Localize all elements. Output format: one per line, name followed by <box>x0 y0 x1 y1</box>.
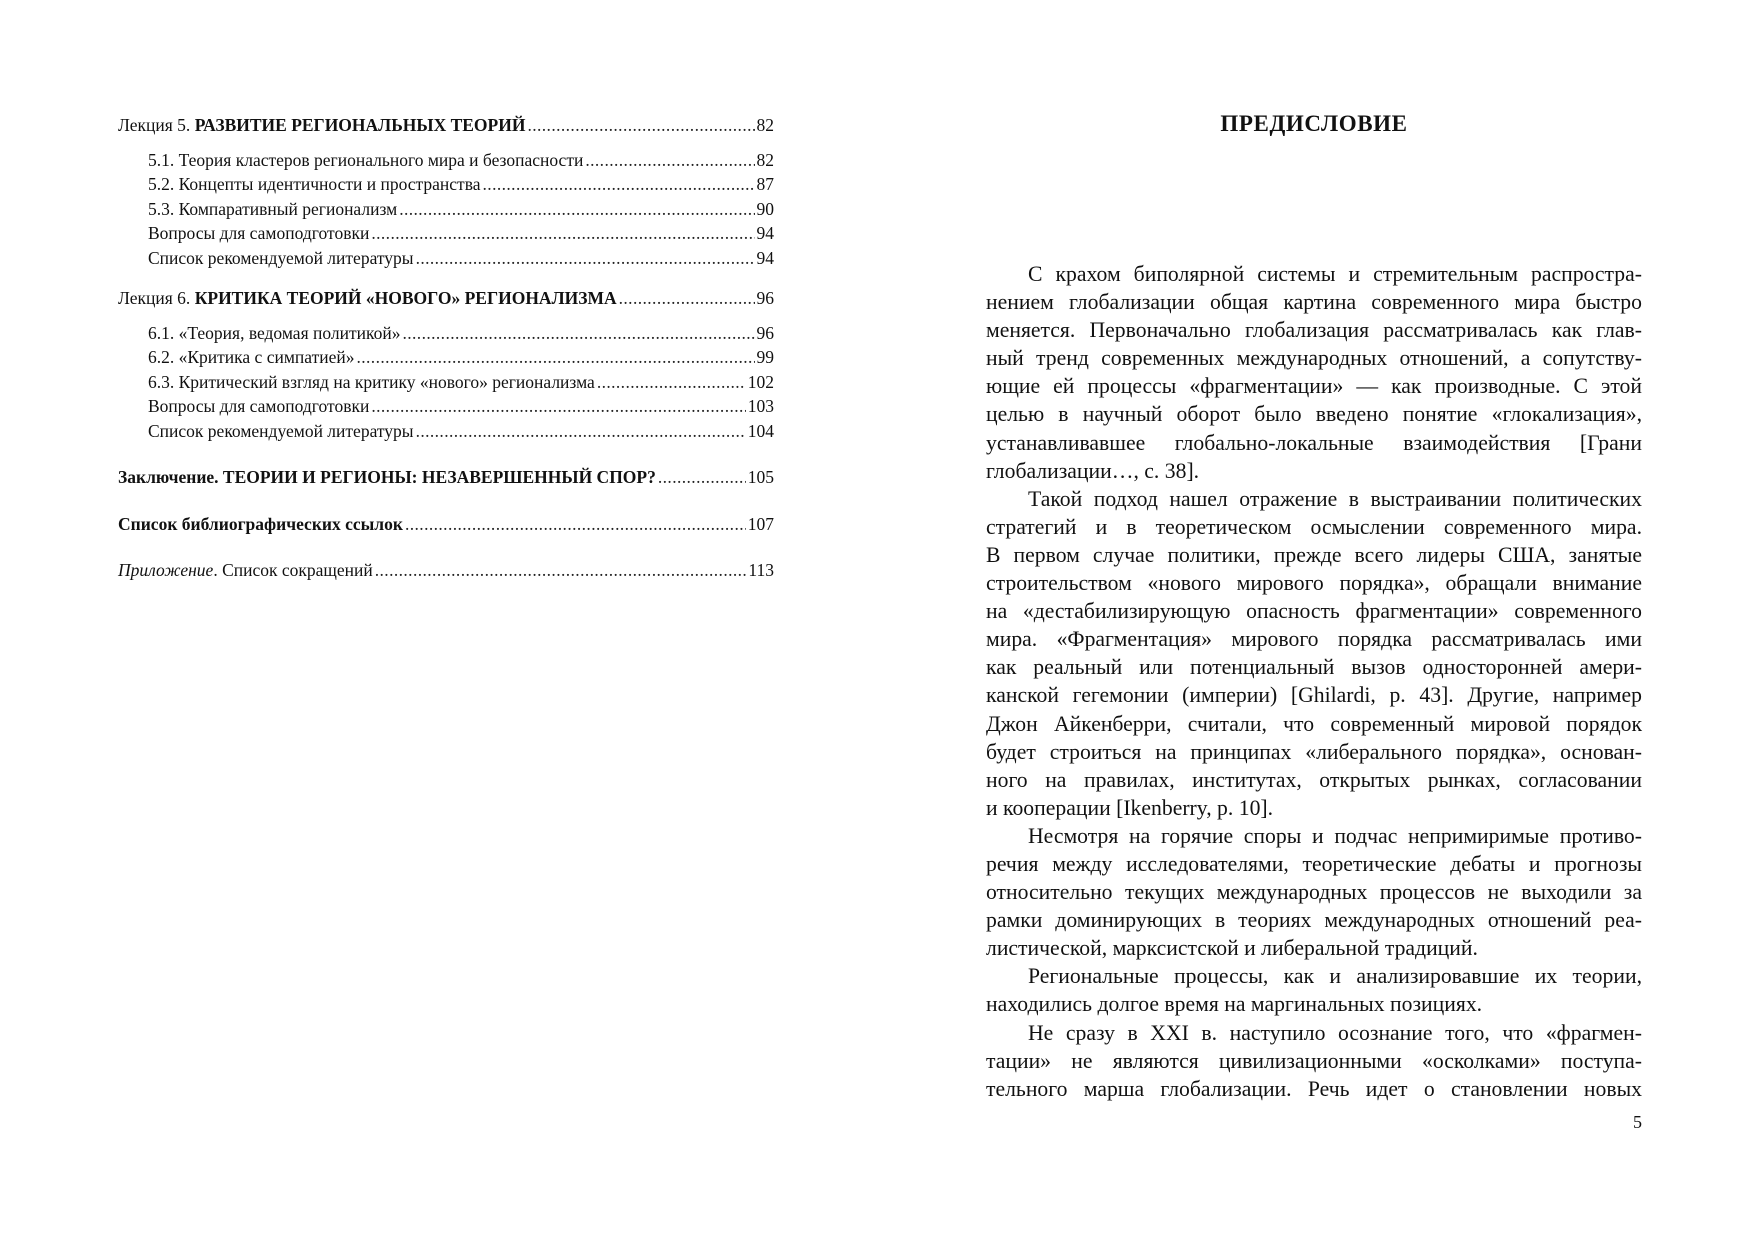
toc-leader-dots <box>597 370 746 395</box>
toc-entry[interactable] <box>118 394 774 419</box>
text-line: мира. «Фрагментация» мирового порядка рассматривалась ими <box>986 627 1642 652</box>
toc-page-number: 113 <box>748 560 774 580</box>
text-line: ного на правилах, институтах, открытых рынках, согласовании <box>986 767 1642 792</box>
toc-page-number: 94 <box>756 247 774 268</box>
toc-leader-dots <box>416 419 746 444</box>
toc-page-number: 82 <box>756 149 774 170</box>
page-number: 5 <box>1633 1112 1642 1132</box>
toc-entry-title: 6.2. «Критика с симпатией» <box>148 347 355 367</box>
toc-entry-references[interactable] <box>118 512 774 537</box>
text-line: Несмотря на горячие споры и подчас непримиримые противо- <box>1028 823 1642 848</box>
toc-entry-lecture-6[interactable] <box>118 286 774 311</box>
toc-leader-dots <box>356 345 754 370</box>
toc-entry-conclusion[interactable] <box>118 465 774 490</box>
toc-leader-dots <box>527 113 754 138</box>
toc-entry-title: 6.1. «Теория, ведомая политикой» <box>148 322 401 343</box>
toc-entry-title: Список библиографических ссылок <box>118 513 403 534</box>
toc-entry[interactable] <box>118 370 774 395</box>
toc-leader-dots <box>371 394 745 419</box>
toc-entry[interactable] <box>118 197 774 222</box>
toc-page-number: 107 <box>747 513 774 534</box>
toc-leader-dots <box>402 321 754 346</box>
text-line: нением глобализации общая картина современного мира быстро <box>986 290 1642 315</box>
toc-entry-title: Список рекомендуемой литературы <box>148 247 414 268</box>
text-line: целью в научный оборот было введено понятие «глокализация», <box>986 402 1642 427</box>
toc-page-number: 96 <box>756 322 774 343</box>
toc-leader-dots <box>375 558 747 583</box>
toc-page-number: 87 <box>756 174 774 194</box>
text-line: и кооперации [Ikenberry, p. 10]. <box>986 795 1274 820</box>
toc-entry[interactable] <box>118 419 774 444</box>
text-line: Джон Айкенберри, считали, что современный мировой порядок <box>986 711 1642 736</box>
toc-entry-title: Приложение. Список сокращений <box>118 560 373 580</box>
text-line: как реальный или потенциальный вызов односторонней амери- <box>986 655 1642 680</box>
toc-entry-title: 5.1. Теория кластеров регионального мира и безопасности <box>148 149 584 170</box>
toc-entry-title: Заключение. ТЕОРИИ И РЕГИОНЫ: НЕЗАВЕРШЕННЫЙ СПОР? <box>118 467 656 487</box>
toc-page-number: 102 <box>747 371 774 392</box>
text-line: стратегий и в теоретическом осмыслении современного мира. <box>986 514 1642 539</box>
text-line: будет строиться на принципах «либерального порядка», основан- <box>986 739 1642 764</box>
toc-entry-title: 5.2. Концепты идентичности и пространства <box>148 174 481 194</box>
toc-leader-dots <box>416 246 755 271</box>
toc-page-number: 82 <box>756 115 774 135</box>
text-line: речия между исследователями, теоретические дебаты и прогнозы <box>986 851 1642 876</box>
toc-leader-dots <box>405 512 746 537</box>
preface-body <box>986 260 1642 1103</box>
toc-entry[interactable] <box>118 221 774 246</box>
text-line: относительно текущих международных процессов не выходили за <box>986 880 1642 905</box>
toc-page-number: 103 <box>747 396 774 416</box>
toc-leader-dots <box>585 148 754 173</box>
toc-leader-dots <box>658 465 746 490</box>
text-line: Региональные процессы, как и анализировавшие их теории, <box>1028 964 1642 989</box>
toc-entry-lecture-5[interactable] <box>118 113 774 138</box>
text-line: канской гегемонии (империи) [Ghilardi, p. 43]. Другие, например <box>986 683 1642 708</box>
toc-leader-dots <box>371 221 754 246</box>
toc-entry-title: 5.3. Компаративный регионализм <box>148 198 398 219</box>
text-line: Не сразу в XXI в. наступило осознание того, что «фрагмен- <box>1028 1020 1642 1045</box>
text-line: на «дестабилизирующую опасность фрагментации» современного <box>986 599 1642 624</box>
text-line: ный тренд современных международных отношений, а сопутству- <box>986 346 1642 371</box>
text-line: тации» не являются цивилизационными «осколками» поступа- <box>986 1048 1642 1073</box>
toc-entry[interactable] <box>118 246 774 271</box>
toc-leader-dots <box>619 286 755 311</box>
text-line: строительством «нового мирового порядка», обращали внимание <box>986 571 1642 596</box>
toc-page-number: 99 <box>756 347 774 367</box>
toc-entry[interactable] <box>118 148 774 173</box>
text-line: ющие ей процессы «фрагментации» — как производные. С этой <box>986 374 1642 399</box>
toc-leader-dots <box>483 172 755 197</box>
toc-entry-title: Лекция 6. КРИТИКА ТЕОРИЙ «НОВОГО» РЕГИОНАЛИЗМА <box>118 288 617 308</box>
toc-entry[interactable] <box>118 345 774 370</box>
toc-entry[interactable] <box>118 321 774 346</box>
toc-entry[interactable] <box>118 172 774 197</box>
toc-entry-appendix[interactable] <box>118 558 774 583</box>
toc-entry-title: Список рекомендуемой литературы <box>148 420 414 441</box>
text-line: Такой подход нашел отражение в выстраивании политических <box>1028 486 1642 511</box>
text-line: глобализации…, с. 38]. <box>986 458 1200 483</box>
toc-entry-title: Лекция 5. РАЗВИТИЕ РЕГИОНАЛЬНЫХ ТЕОРИЙ <box>118 115 526 135</box>
toc-page-number: 104 <box>747 420 774 441</box>
table-of-contents <box>118 113 774 583</box>
text-line: листической, марксистской и либеральной традиций. <box>986 936 1478 961</box>
toc-page-number: 90 <box>756 198 774 219</box>
toc-page-number: 105 <box>747 467 774 487</box>
toc-entry-title: 6.3. Критический взгляд на критику «нового» регионализма <box>148 371 595 392</box>
text-line: тельного марша глобализации. Речь идет о становлении новых <box>986 1076 1642 1101</box>
text-line: устанавливавшее глобально-локальные взаимодействия [Грани <box>986 430 1642 455</box>
text-line: находились долгое время на маргинальных позициях. <box>986 992 1483 1017</box>
toc-page-number: 96 <box>756 288 774 308</box>
text-line: С крахом биполярной системы и стремительным распростра- <box>1028 262 1642 286</box>
toc-entry-title: Вопросы для самоподготовки <box>148 223 370 243</box>
preface-title: ПРЕДИСЛОВИЕ <box>1220 111 1408 136</box>
text-line: рамки доминирующих в теориях международных отношений реа- <box>986 908 1642 933</box>
text-line: В первом случае политики, прежде всего лидеры США, занятые <box>986 542 1642 567</box>
toc-page-number: 94 <box>756 223 774 243</box>
toc-leader-dots <box>399 197 754 222</box>
text-line: меняется. Первоначально глобализация рассматривалась как глав- <box>986 318 1642 343</box>
toc-entry-title: Вопросы для самоподготовки <box>148 396 370 416</box>
